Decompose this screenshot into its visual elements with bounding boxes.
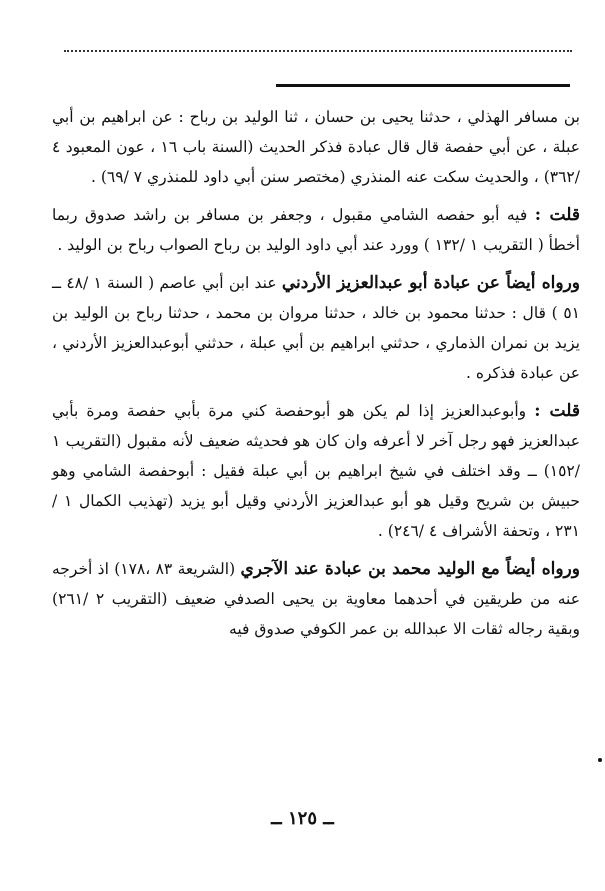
paragraph-lead: ورواه أيضاً مع الوليد محمد بن عبادة عند الآجري bbox=[240, 559, 580, 579]
dotted-header-line bbox=[64, 50, 572, 52]
paragraph-text: فيه أبو حفصه الشامي مقبول ، وجعفر بن مسافر بن راشد صدوق ربما أخطأ ( التقريب ١ /١٣٢ ) وورد عند أبي داود الوليد بن رباح الصواب رباح بن الوليد . bbox=[52, 206, 580, 254]
paragraph-lead: قلت : bbox=[534, 401, 580, 421]
page-body bbox=[52, 102, 580, 652]
paragraph-text: (الشريعة ٨٣ ،١٧٨) اذ أخرجه عنه من طريقين في أحدهما معاوية بن يحيى الصدفي ضعيف (التقريب ٢ /٢٦١) وبقية رجاله ثقات الا عبدالله بن عمر الكوفي صدوق فيه bbox=[52, 560, 580, 638]
page-number: ــ ١٢٥ ــ bbox=[271, 808, 334, 829]
paragraph-1 bbox=[52, 102, 580, 192]
paragraph-text: عند ابن أبي عاصم ( السنة ١ /٤٨ ــ ٥١ ) قال : حدثنا محمود بن خالد ، حدثنا مروان بن محمد ، حدثنا رباح بن الوليد بن يزيد بن نمران الذماري ، حدثني ابراهيم بن أبي عبلة ، حدثني أبوعبدالعزيز الأردني ، عن عبادة فذكره . bbox=[52, 274, 580, 382]
paragraph-5 bbox=[52, 554, 580, 644]
paragraph-text: وأبوعبدالعزيز إذا لم يكن هو أبوحفصة كني مرة بأبي حفصة ومرة بأبي عبدالعزيز فهو رجل آخر لا أعرفه وان كان هو فحديثه ضعيف لأنه مقبول (التقريب ١ /١٥٢) ــ وقد اختلف في شيخ ابراهيم بن أبي عبلة فقيل : أبوحفصة الشامي وهو حبيش بن شريح وقيل هو أبو عبدالعزيز الأردني وقيل أبو يزيد (تهذيب الكمال ١ /٢٣١ ، وتحفة الأشراف ٤ /٢٤٦) . bbox=[52, 402, 580, 540]
paragraph-lead: ورواه أيضاً عن عبادة أبو عبدالعزيز الأردني bbox=[281, 273, 580, 293]
paragraph-3 bbox=[52, 268, 580, 388]
paragraph-lead: قلت : bbox=[534, 205, 580, 225]
paragraph-4 bbox=[52, 396, 580, 546]
paragraph-2 bbox=[52, 200, 580, 260]
margin-dot bbox=[598, 758, 602, 762]
paragraph-text: بن مسافر الهذلي ، حدثنا يحيى بن حسان ، ثنا الوليد بن رباح : عن ابراهيم بن أبي عبلة ، عن أبي حفصة قال قال عبادة فذكر الحديث (السنة باب ١٦ ، عون المعبود ٤ /٣٦٢) ، والحديث سكت عنه المنذري (مختصر سنن أبي داود للمنذري ٧ /٦٩) . bbox=[52, 108, 580, 186]
header-rule bbox=[276, 84, 570, 87]
